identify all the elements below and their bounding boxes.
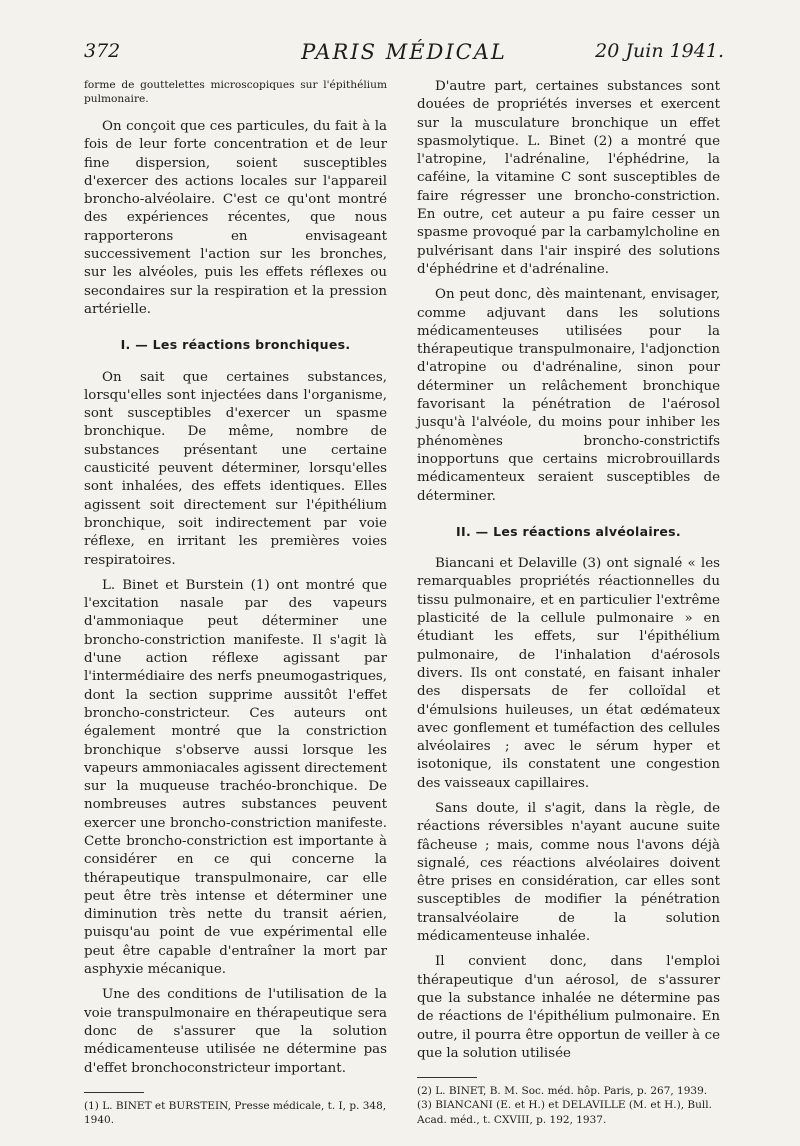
paragraph: D'autre part, certaines substances sont douées de propriétés inverses et exercent sur la musculature bronchique un effet spasmolytique. L. Binet (2) a montré que l'atropine, l'adrénaline, l'éphédrine, la caféine, la vitamine C sont susceptibles de faire régresser une broncho-constriction. En outre, cet auteur a pu faire cesser un spasme provoqué par la carbamylcholine en pulvérisant dans l'air inspiré des solutions d'éphédrine et d'adrénaline.: [417, 79, 720, 277]
paragraph: Biancani et Delaville (3) ont signalé « les remarquables propriétés réactionnelles du tissu pulmonaire, et en particulier l'extrême plasticité de la cellule pulmonaire » en étudiant les effets, sur l'épithélium pulmonaire, de l'inhalation d'aérosols divers. Ils ont constaté, en faisant inhaler des dispersats de fer colloïdal et d'émulsions huileuses, un état œdémateux avec gonflement et tuméfaction des cellules alvéolaires ; avec le sérum hyper et isotonique, ils constatent une congestion des vaisseaux capillaires.: [417, 556, 720, 791]
paragraph: Il convient donc, dans l'emploi thérapeutique d'un aérosol, de s'assurer que la substance inhalée ne détermine pas de réactions de l'épithélium pulmonaire. En outre, il pourra être opportun de veiller à ce que la solution utilisée: [417, 954, 720, 1061]
section-heading-alveolar: II. — Les réactions alvéolaires.: [456, 523, 681, 539]
continued-text: forme de gouttelettes microscopiques sur l'épithélium pulmonaire.: [84, 79, 387, 105]
right-column: [417, 78, 720, 1127]
paragraph: Sans doute, il s'agit, dans la règle, de réactions réversibles n'ayant aucune suite fâcheuse ; mais, comme nous l'avons déjà signalé, ces réactions alvéolaires doivent être prises en considération, car elles sont susceptibles de modifier la pénétration transalvéolaire de la solution médicamenteuse inhalée.: [417, 800, 720, 945]
issue-date: 20 Juin 1941.: [595, 40, 724, 62]
section-heading-bronchial: I. — Les réactions bronchiques.: [120, 337, 351, 353]
left-column: [84, 78, 387, 1127]
footnote-divider: [417, 1077, 477, 1078]
paragraph: Une des conditions de l'utilisation de la voie transpulmonaire en thérapeutique sera donc de s'assurer que la solution médicamenteuse utilisée ne détermine pas d'effet bronchoconstricteur important.: [84, 987, 387, 1076]
journal-title: PARIS MÉDICAL: [301, 40, 507, 64]
footnote-divider: [84, 1092, 144, 1093]
page-number: 372: [84, 40, 121, 62]
paragraph: On sait que certaines substances, lorsqu'elles sont injectées dans l'organisme, sont susceptibles d'exercer un spasme bronchique. De même, nombre de substances présentant une certaine causticité peuvent déterminer, lorsqu'elles sont inhalées, des effets identiques. Elles agissent soit directement sur l'épithélium bronchique, soit indirectement par voie réflexe, en irritant les premières voies respiratoires.: [84, 369, 387, 568]
paragraph: On conçoit que ces particules, du fait à la fois de leur forte concentration et de leur fine dispersion, soient susceptibles d'exercer des actions locales sur l'appareil broncho-alvéolaire. C'est ce qu'ont montré des expériences récentes, que nous rapporterons en envisageant successivement l'action sur les bronches, sur les alvéoles, puis les effets réflexes ou secondaires sur la respiration et la pression artérielle.: [84, 119, 387, 317]
footnote-3: (3) BIANCANI (E. et H.) et DELAVILLE (M. et H.), Bull. Acad. méd., t. CXVIII, p. 192, 1937.: [417, 1099, 712, 1126]
footnote-1: (1) L. BINET et BURSTEIN, Presse médicale, t. I, p. 348, 1940.: [84, 1099, 387, 1127]
paragraph: On peut donc, dès maintenant, envisager, comme adjuvant dans les solutions médicamenteuses utilisées pour la thérapeutique transpulmonaire, l'adjonction d'atropine ou d'adrénaline, sinon pour déterminer un relâchement bronchique favorisant la pénétration de l'aérosol jusqu'à l'alvéole, du moins pour inhiber les phénomènes broncho-constrictifs inopportuns que certains microbrouillards médicamenteux seraient susceptibles de déterminer.: [417, 287, 720, 504]
page-header: [84, 40, 724, 74]
footnote-2: (2) L. BINET, B. M. Soc. méd. hôp. Paris, p. 267, 1939.: [417, 1085, 708, 1098]
paragraph: L. Binet et Burstein (1) ont montré que l'excitation nasale par des vapeurs d'ammoniaque peut déterminer une broncho-constriction manifeste. Il s'agit là d'une action réflexe agissant par l'intermédiaire des nerfs pneumogastriques, dont la section supprime aussitôt l'effet broncho-constricteur. Ces auteurs ont également montré que la constriction bronchique s'observe aussi lorsque les vapeurs ammoniacales agissent directement sur la muqueuse trachéo-bronchique. De nombreuses autres substances peuvent exercer une broncho-constriction manifeste. Cette broncho-constriction est importante à considérer en ce qui concerne la thérapeutique transpulmonaire, car elle peut être très intense et déterminer une diminution très nette du transit aérien, puisqu'au point de vue expérimental elle peut être capable d'entraîner la mort par asphyxie mécanique.: [84, 577, 387, 978]
